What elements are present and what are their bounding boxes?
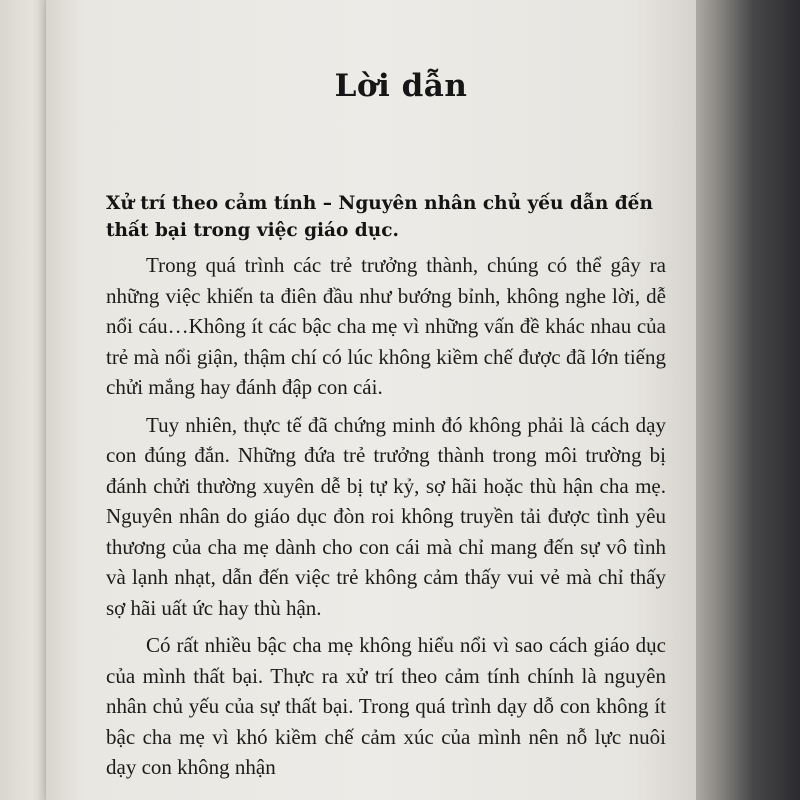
next-page-shadow — [696, 0, 800, 800]
paragraph-3: Có rất nhiều bậc cha mẹ không hiểu nổi vì sao cách giáo dục của mình thất bại. Thực ra xử trí theo cảm tính chính là nguyên nhân chủ yếu của sự thất bại. Trong quá trình dạy dỗ con không ít bậc cha mẹ vì khó kiềm chế cảm xúc của mình nên nỗ lực nuôi dạy con không nhận — [106, 633, 666, 779]
paragraph-1: Trong quá trình các trẻ trưởng thành, chúng có thể gây ra những việc khiến ta điên đầu như bướng bỉnh, không nghe lời, dễ nổi cáu…Không ít các bậc cha mẹ vì những vấn đề khác nhau của trẻ mà nổi giận, thậm chí có lúc không kiềm chế được đã lớn tiếng chửi mắng hay đánh đập con cái. — [106, 253, 666, 399]
page-content — [106, 68, 666, 787]
book-page — [46, 0, 696, 800]
section-subheading: Xử trí theo cảm tính – Nguyên nhân chủ yếu dẫn đến thất bại trong việc giáo dục. — [106, 193, 653, 241]
paragraph-2: Tuy nhiên, thực tế đã chứng minh đó không phải là cách dạy con đúng đắn. Những đứa trẻ trưởng thành trong môi trường bị đánh chửi thường xuyên dễ bị tự kỷ, sợ hãi hoặc thù hận cha mẹ. Nguyên nhân do giáo dục đòn roi không truyền tải được tình yêu thương của cha mẹ dành cho con cái mà chỉ mang đến sự vô tình và lạnh nhạt, dẫn đến việc trẻ không cảm thấy vui vẻ mà chỉ thấy sợ hãi uất ức hay thù hận. — [106, 412, 666, 620]
previous-page-edge — [0, 0, 46, 800]
page-title: Lời dẫn — [334, 68, 468, 104]
